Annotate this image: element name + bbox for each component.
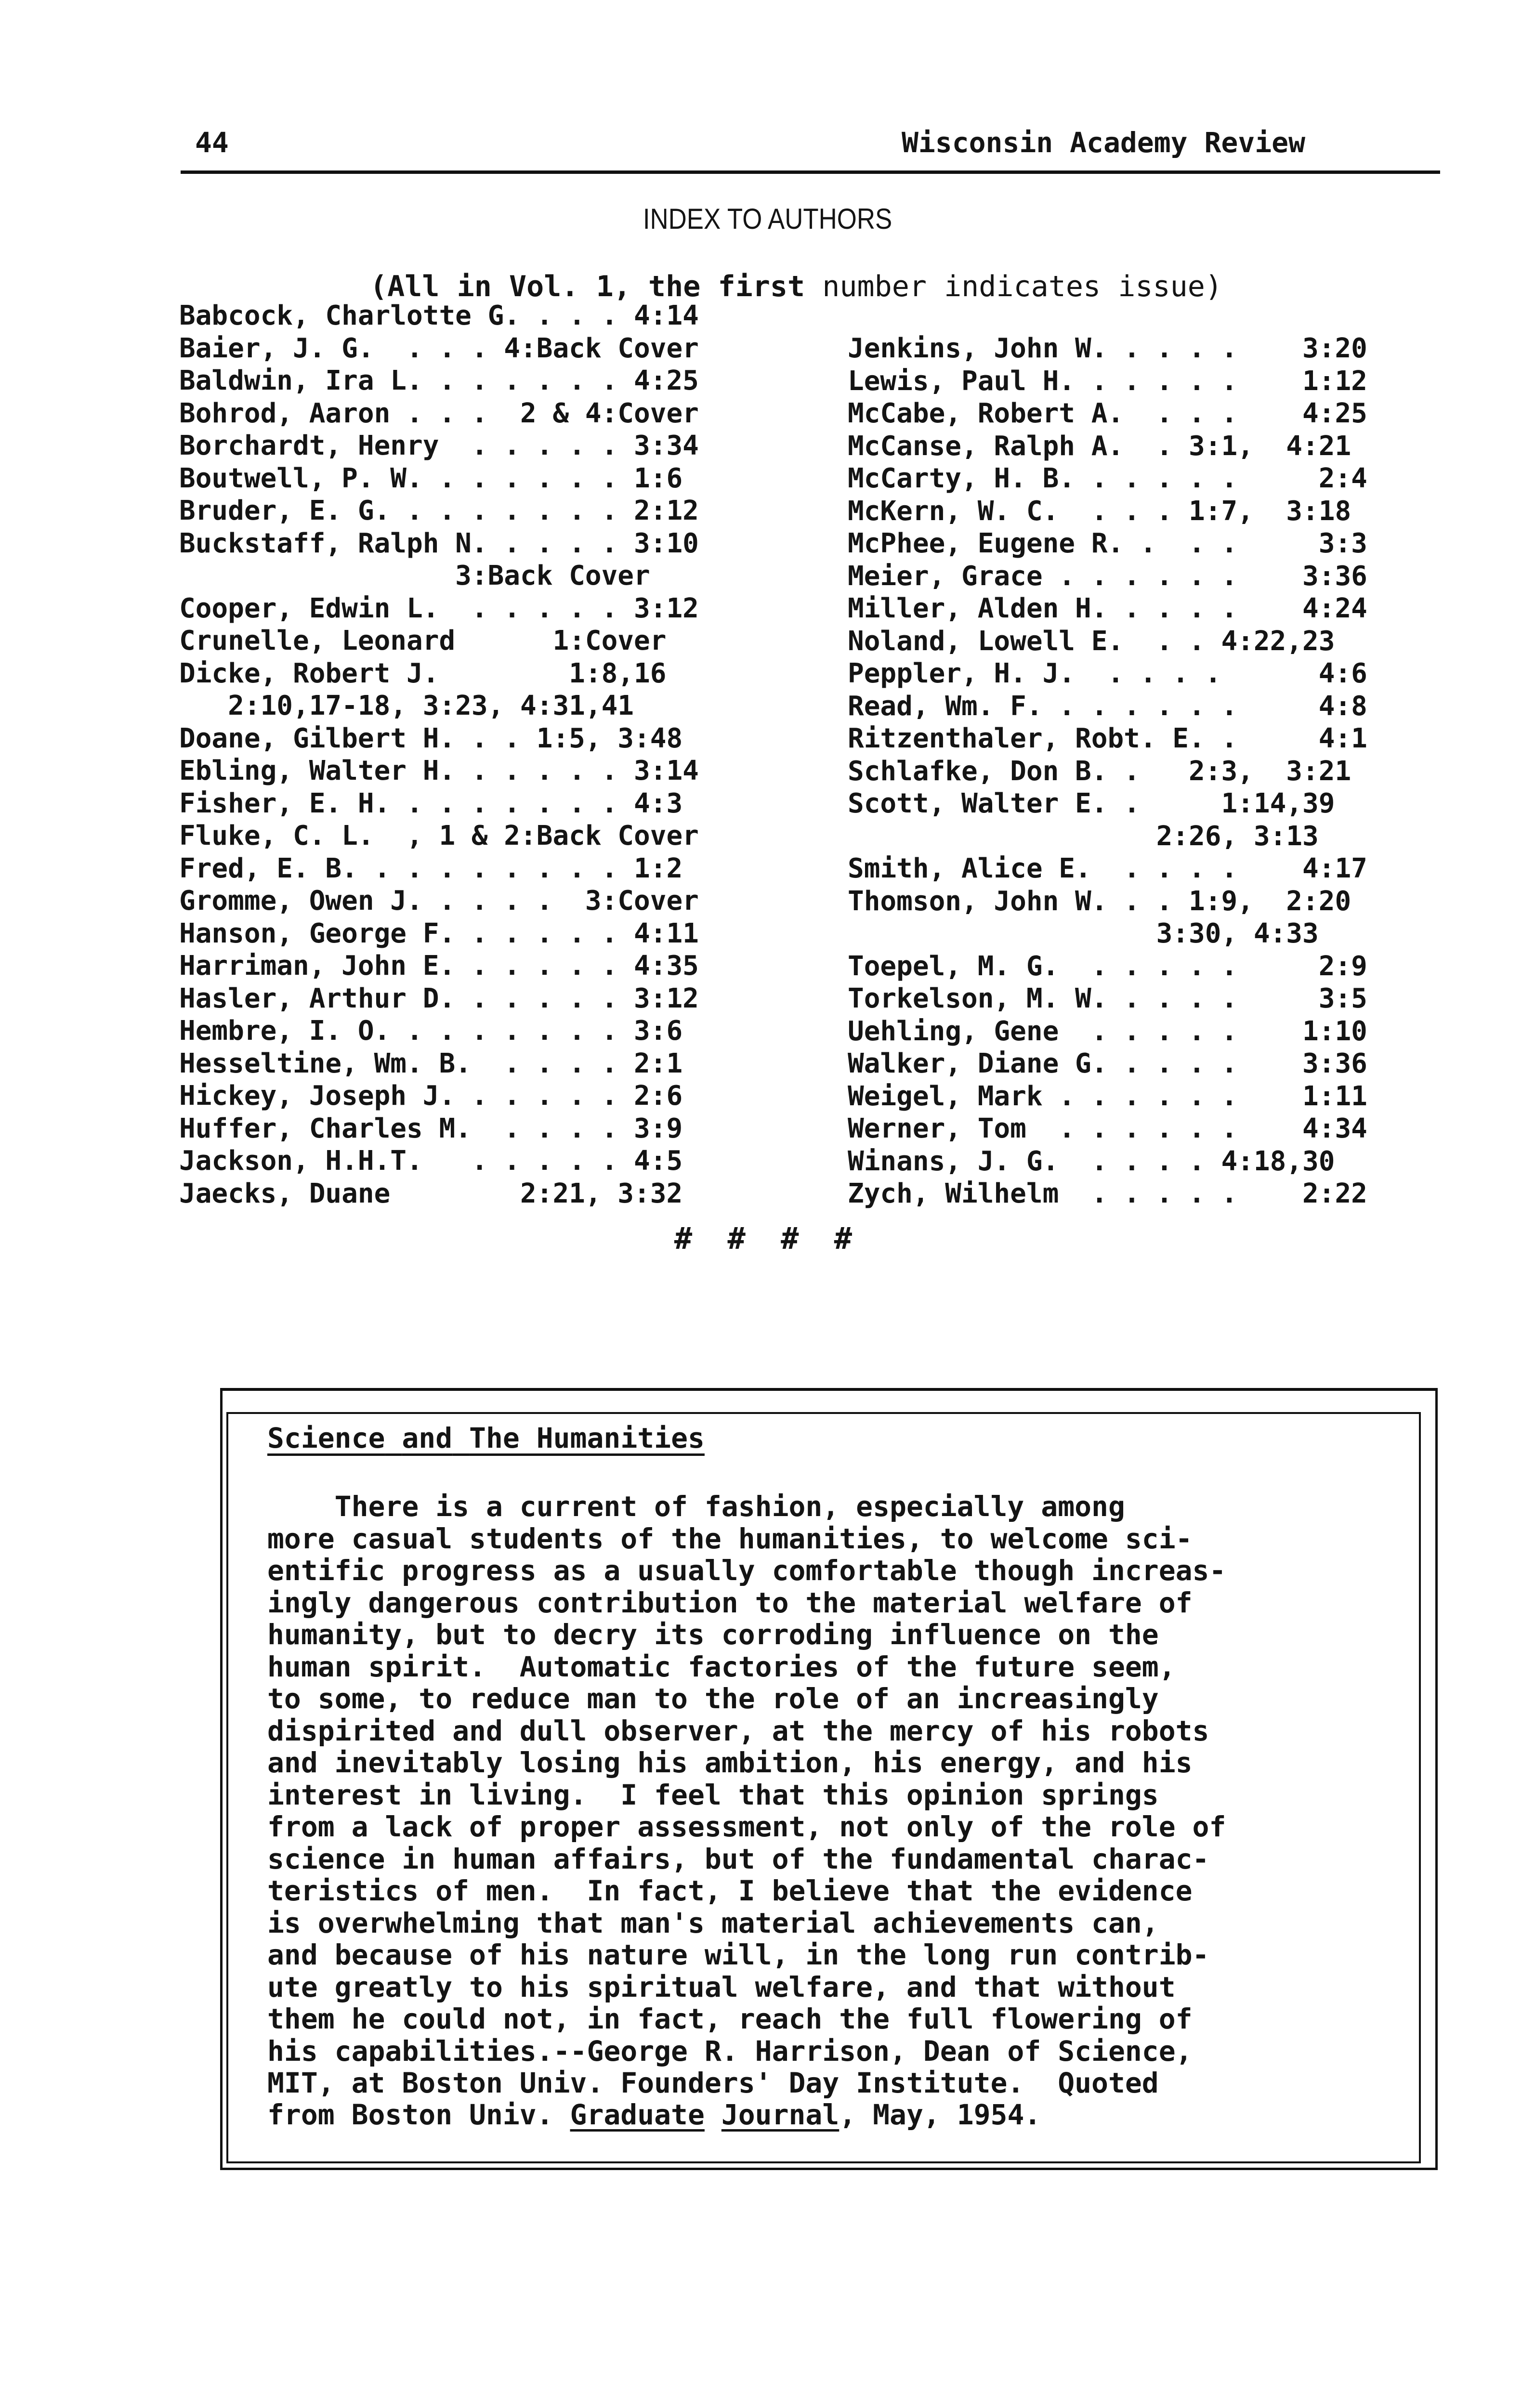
index-entry: [179, 950, 800, 982]
index-entry-text: Noland, Lowell E. . . 4:22,23: [848, 625, 1335, 657]
index-entry-text: Meier, Grace . . . . . . 3:36: [848, 560, 1367, 592]
index-entry: [179, 1047, 800, 1080]
index-entry: [848, 592, 1430, 625]
index-entry-text: Lewis, Paul H. . . . . . 1:12: [848, 365, 1367, 397]
index-entry: [848, 1178, 1430, 1210]
index-entry-text: Borchardt, Henry . . . . . 3:34: [179, 430, 699, 461]
index-entry-text: Baldwin, Ira L. . . . . . . 4:25: [179, 365, 699, 396]
index-entry: [179, 852, 800, 885]
index-subtitle-part-b: number indicates issue): [805, 270, 1223, 303]
index-entry: [179, 462, 800, 495]
index-entry-text: Werner, Tom . . . . . . 4:34: [848, 1113, 1367, 1144]
index-entry: [179, 820, 800, 852]
index-entry-text: Gromme, Owen J. . . . . 3:Cover: [179, 885, 699, 916]
index-entry-text: 2:26, 3:13: [848, 820, 1319, 852]
index-entry-text: Smith, Alice E. . . . . 4:17: [848, 853, 1367, 884]
index-entry: [179, 755, 800, 787]
index-title: INDEX TO AUTHORS: [643, 203, 892, 235]
quote-final-line: [267, 2099, 1041, 2131]
index-entry-text: 2:10,17-18, 3:23, 4:31,41: [179, 690, 634, 721]
index-entry: [179, 332, 800, 365]
index-entry: [848, 332, 1430, 365]
index-entry-text: Zych, Wilhelm . . . . . 2:22: [848, 1178, 1367, 1209]
index-entry: [179, 1145, 800, 1178]
index-entry: [179, 592, 800, 625]
index-entry: [848, 495, 1430, 528]
index-entry: [179, 625, 800, 657]
section-separator: # # # #: [674, 1221, 861, 1256]
quote-line: them he could not, in fact, reach the full flowering of: [267, 2002, 1193, 2035]
quote-line: to some, to reduce man to the role of an increasingly: [267, 1682, 1159, 1715]
index-entry-text: 3:30, 4:33: [848, 918, 1319, 949]
index-entry-text: McCarty, H. B. . . . . . 2:4: [848, 463, 1367, 494]
index-entry: [179, 787, 800, 820]
index-entry: [848, 1145, 1430, 1178]
index-entry: [848, 430, 1430, 463]
index-entry-text: Jenkins, John W. . . . . 3:20: [848, 333, 1367, 364]
index-subtitle: [370, 270, 1222, 303]
quote-line: entific progress as a usually comfortable though increas-: [267, 1554, 1226, 1587]
quote-line: and inevitably losing his ambition, his energy, and his: [267, 1746, 1193, 1779]
quote-line: dispirited and dull observer, at the mercy of his robots: [267, 1714, 1209, 1747]
index-entry: [179, 690, 800, 722]
running-head: [195, 126, 1305, 170]
index-entry: [179, 560, 800, 592]
index-entry: [179, 397, 800, 430]
quote-line: ingly dangerous contribution to the material welfare of: [267, 1586, 1193, 1619]
index-entry-text: Miller, Alden H. . . . . 4:24: [848, 593, 1367, 624]
index-entry: [848, 820, 1430, 853]
index-entry-text: Fred, E. B. . . . . . . . . 1:2: [179, 852, 683, 884]
index-entry-text: 3:Back Cover: [179, 560, 650, 591]
index-entry-text: Walker, Diane G. . . . . 3:36: [848, 1048, 1367, 1079]
index-entry: [848, 852, 1430, 885]
index-entry-text: Ebling, Walter H. . . . . . 3:14: [179, 755, 699, 786]
index-entry: [179, 1178, 800, 1210]
index-entry: [179, 657, 800, 690]
index-entry-text: Toepel, M. G. . . . . . 2:9: [848, 950, 1367, 982]
index-entry-text: Scott, Walter E. . 1:14,39: [848, 788, 1335, 819]
index-entry: [848, 982, 1430, 1015]
index-entry-text: Babcock, Charlotte G. . . . 4:14: [179, 300, 699, 331]
index-entry-text: Jackson, H.H.T. . . . . . 4:5: [179, 1145, 683, 1177]
index-entry: [179, 495, 800, 527]
index-entry: [179, 300, 800, 332]
quote-line: MIT, at Boston Univ. Founders' Day Institute. Quoted: [267, 2067, 1159, 2099]
index-entry: [179, 1015, 800, 1047]
index-entry: [848, 365, 1430, 398]
quote-line: humanity, but to decry its corroding influence on the: [267, 1618, 1159, 1651]
index-entry: [848, 917, 1430, 950]
author-index-left-column: [179, 300, 800, 1210]
page-number: 44: [195, 126, 229, 159]
final-line-text-b: , May, 1954.: [839, 2098, 1041, 2131]
final-line-underlined-2: Journal: [721, 2098, 840, 2131]
quote-box-heading: [267, 1422, 705, 1454]
quote-box-body: [267, 1491, 1414, 2099]
index-entry-text: McKern, W. C. . . . 1:7, 3:18: [848, 495, 1351, 527]
journal-title: Wisconsin Academy Review: [901, 126, 1305, 159]
index-entry: [848, 787, 1430, 820]
index-entry-text: Jaecks, Duane 2:21, 3:32: [179, 1178, 683, 1209]
quote-line: more casual students of the humanities, to welcome sci-: [267, 1522, 1193, 1555]
index-entry-text: Hesseltine, Wm. B. . . . . 2:1: [179, 1047, 683, 1079]
index-entry: [179, 1080, 800, 1112]
index-entry: [848, 950, 1430, 983]
index-entry: [848, 755, 1430, 788]
index-entry: [848, 657, 1430, 690]
index-entry: [179, 982, 800, 1015]
index-entry-text: Bohrod, Aaron . . . 2 & 4:Cover: [179, 397, 699, 429]
quote-line: There is a current of fashion, especially among: [267, 1490, 1125, 1523]
index-entry-text: Baier, J. G. . . . 4:Back Cover: [179, 332, 699, 364]
index-entry: [848, 1047, 1430, 1080]
index-entry: [848, 397, 1430, 430]
index-entry-text: Hembre, I. O. . . . . . . . 3:6: [179, 1015, 683, 1047]
index-entry-text: Uehling, Gene . . . . . 1:10: [848, 1015, 1367, 1047]
index-entry: [179, 1112, 800, 1145]
index-entry-text: Torkelson, M. W. . . . . 3:5: [848, 983, 1367, 1014]
index-entry-text: Harriman, John E. . . . . . 4:35: [179, 950, 699, 982]
quote-line: interest in living. I feel that this opinion springs: [267, 1778, 1159, 1811]
index-entry: [848, 690, 1430, 723]
author-index-right-column: [848, 332, 1430, 1210]
index-entry: [848, 1112, 1430, 1145]
quote-line: his capabilities.--George R. Harrison, Dean of Science,: [267, 2034, 1193, 2068]
index-entry: [848, 722, 1430, 755]
index-subtitle-part-a: (All in Vol. 1, the first: [370, 270, 805, 303]
quote-line: is overwhelming that man's material achievements can,: [267, 1906, 1159, 1939]
index-entry-text: McCabe, Robert A. . . . 4:25: [848, 398, 1367, 429]
index-entry-text: Hasler, Arthur D. . . . . . 3:12: [179, 982, 699, 1014]
index-entry: [179, 430, 800, 462]
index-entry: [848, 625, 1430, 658]
index-entry-text: Fluke, C. L. , 1 & 2:Back Cover: [179, 820, 699, 851]
quote-line: teristics of men. In fact, I believe that the evidence: [267, 1874, 1193, 1907]
index-entry: [848, 1015, 1430, 1048]
index-entry: [179, 917, 800, 950]
index-entry-text: Fisher, E. H. . . . . . . . 4:3: [179, 787, 683, 819]
quote-line: science in human affairs, but of the fundamental charac-: [267, 1842, 1209, 1875]
index-entry: [848, 527, 1430, 560]
quote-heading-word-1: Science: [267, 1422, 385, 1454]
index-entry-text: Schlafke, Don B. . 2:3, 3:21: [848, 755, 1351, 787]
index-entry-text: Boutwell, P. W. . . . . . . 1:6: [179, 462, 683, 494]
final-line-space: [705, 2098, 722, 2131]
index-entry: [848, 462, 1430, 495]
index-entry: [179, 527, 800, 560]
final-line-text-a: from Boston Univ.: [267, 2098, 570, 2131]
final-line-underlined-1: Graduate: [570, 2098, 705, 2131]
quote-heading-word-3: The Humanities: [469, 1422, 705, 1454]
quote-line: human spirit. Automatic factories of the future seem,: [267, 1650, 1176, 1683]
quote-line: from a lack of proper assessment, not only of the role of: [267, 1810, 1226, 1843]
index-entry-text: Winans, J. G. . . . . 4:18,30: [848, 1145, 1335, 1177]
index-entry: [179, 365, 800, 397]
index-entry-text: Peppler, H. J. . . . . 4:6: [848, 658, 1367, 689]
index-entry-text: Ritzenthaler, Robt. E. . 4:1: [848, 723, 1367, 754]
index-entry-text: Read, Wm. F. . . . . . . 4:8: [848, 690, 1367, 722]
index-entry-text: Huffer, Charles M. . . . . 3:9: [179, 1112, 683, 1144]
quote-line: and because of his nature will, in the long run contrib-: [267, 1938, 1209, 1971]
index-entry-text: McCanse, Ralph A. . 3:1, 4:21: [848, 430, 1351, 462]
index-entry-text: McPhee, Eugene R. . . . 3:3: [848, 528, 1367, 559]
index-entry-text: Hickey, Joseph J. . . . . . 2:6: [179, 1080, 683, 1112]
quote-line: ute greatly to his spiritual welfare, and that without: [267, 1970, 1176, 2003]
index-entry-text: Weigel, Mark . . . . . . 1:11: [848, 1080, 1367, 1112]
index-entry-text: Dicke, Robert J. 1:8,16: [179, 657, 667, 689]
index-entry-text: Hanson, George F. . . . . . 4:11: [179, 917, 699, 949]
index-entry: [848, 1080, 1430, 1113]
header-rule: [181, 170, 1440, 174]
index-entry: [179, 722, 800, 755]
index-entry-text: Cooper, Edwin L. . . . . . 3:12: [179, 592, 699, 624]
index-entry-text: Doane, Gilbert H. . . 1:5, 3:48: [179, 722, 683, 754]
quote-heading-word-2: and: [402, 1422, 453, 1454]
index-entry: [848, 560, 1430, 593]
index-entry-text: Buckstaff, Ralph N. . . . . 3:10: [179, 527, 699, 559]
index-entry: [848, 885, 1430, 918]
index-entry: [179, 885, 800, 917]
index-entry-text: Bruder, E. G. . . . . . . . 2:12: [179, 495, 699, 526]
index-entry-text: Thomson, John W. . . 1:9, 2:20: [848, 885, 1351, 917]
index-entry-text: Crunelle, Leonard 1:Cover: [179, 625, 667, 656]
